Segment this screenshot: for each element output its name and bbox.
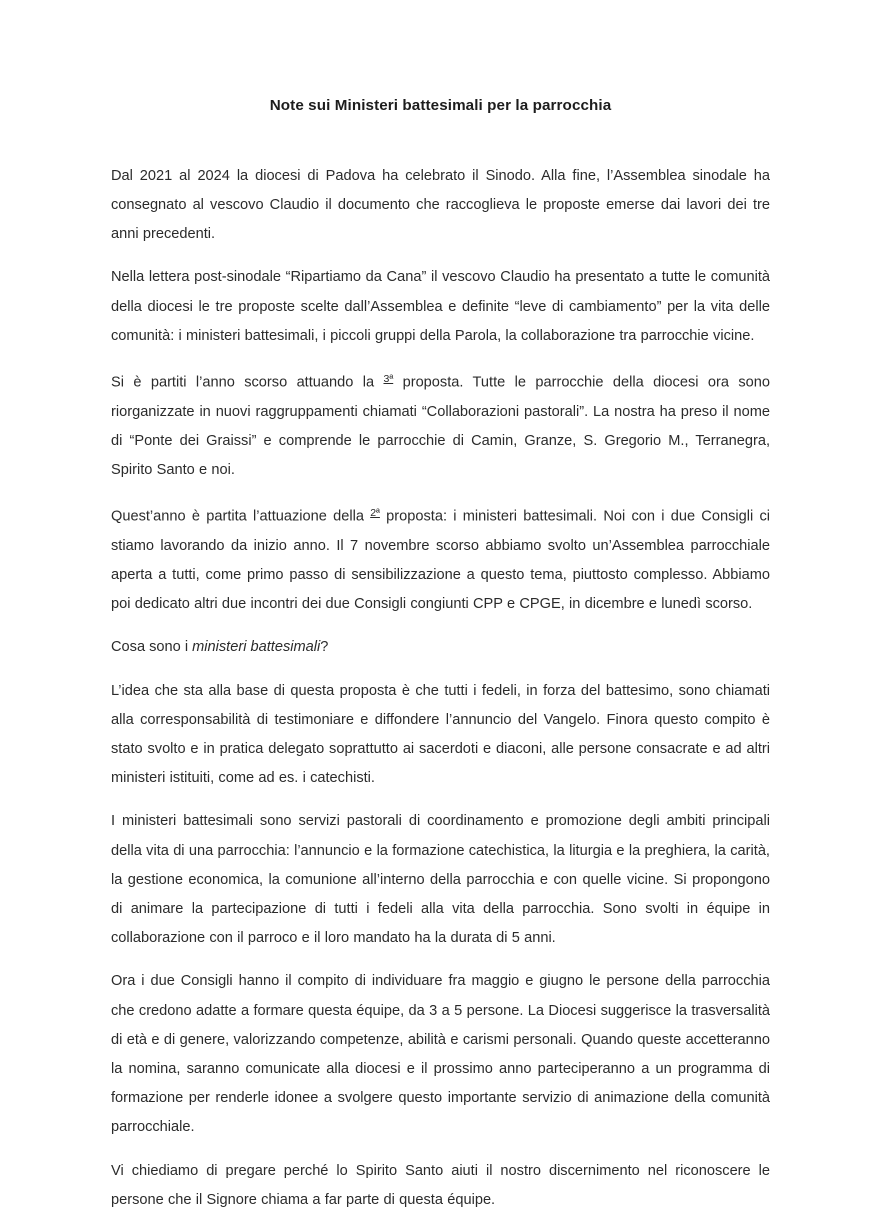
- paragraph-3-text-b: proposta. Tutte le parrocchie della diocesi ora sono riorganizzate in nuovi raggruppamenti chiamati “Collaborazioni pastorali”. La nostra ha preso il nome di “Ponte dei Graissi” e comprende le parrocchie di Camin, Granze, S. Gregorio M., Terranegra, Spirito Santo e noi.: [111, 374, 770, 478]
- ordinal-second: 2ª: [370, 507, 380, 520]
- paragraph-4-text-b: proposta: i ministeri battesimali. Noi con i due Consigli ci stiamo lavorando da inizio anno. Il 7 novembre scorso abbiamo svolto un’Assemblea parrocchiale aperta a tutti, come primo passo di sensibilizzazione a questo tema, piuttosto complesso. Abbiamo poi dedicato altri due incontri dei due Consigli congiunti CPP e CPGE, in dicembre e lunedì scorso.: [111, 508, 770, 613]
- paragraph-4-text-a: Quest’anno è partita l’attuazione della: [111, 508, 371, 525]
- question-line: [111, 633, 770, 662]
- paragraph-3: [111, 365, 770, 485]
- paragraph-9: Vi chiediamo di pregare perché lo Spirito Santo aiuti il nostro discernimento nel riconoscere le persone che il Signore chiama a far parte di questa équipe.: [111, 1162, 770, 1208]
- question-text-b: ?: [320, 639, 329, 656]
- paragraph-8: Ora i due Consigli hanno il compito di individuare fra maggio e giugno le persone della parrocchia che credono adatte a formare questa équipe, da 3 a 5 persone. La Diocesi suggerisce la trasversalità di età e di genere, valorizzando competenze, abilità e carismi personali. Quando queste accetteranno la nomina, saranno comunicate alla diocesi e il prossimo anno parteciperanno a un programma di formazione per renderle idonee a svolgere questo importante servizio di animazione della comunità parrocchiale.: [111, 973, 770, 1136]
- paragraph-7: I ministeri battesimali sono servizi pastorali di coordinamento e promozione degli ambiti principali della vita di una parrocchia: l’annuncio e la formazione catechistica, la liturgia e la preghiera, la carità, la gestione economica, la comunione all’interno della parrocchia e con quelle vicine. Si propongono di animare la partecipazione di tutti i fedeli alla vita della parrocchia. Sono svolti in équipe in collaborazione con il parroco e il loro mandato ha la durata di 5 anni.: [111, 813, 770, 947]
- paragraph-2: Nella lettera post-sinodale “Ripartiamo da Cana” il vescovo Claudio ha presentato a tutte le comunità della diocesi le tre proposte scelte dall’Assemblea e definite “leve di cambiamento” per la vita delle comunità: i ministeri battesimali, i piccoli gruppi della Parola, la collaborazione tra parrocchie vicine.: [111, 269, 770, 344]
- paragraph-6: L’idea che sta alla base di questa proposta è che tutti i fedeli, in forza del battesimo, sono chiamati alla corresponsabilità di testimoniare e diffondere l’annuncio del Vangelo. Finora questo compito è stato svolto e in pratica delegato soprattutto ai sacerdoti e diaconi, alle persone consacrate e ad altri ministeri istituiti, come ad es. i catechisti.: [111, 682, 770, 787]
- document-body: [111, 116, 770, 1215]
- question-emphasis: ministeri battesimali: [192, 639, 321, 656]
- paragraph-3-text-a: Si è partiti l’anno scorso attuando la: [111, 374, 384, 391]
- document-content: [111, 0, 770, 1215]
- paragraph-1: Dal 2021 al 2024 la diocesi di Padova ha celebrato il Sinodo. Alla fine, l’Assemblea sinodale ha consegnato al vescovo Claudio il documento che raccoglieva le proposte emerse dai lavori dei tre anni precedenti.: [111, 167, 770, 243]
- ordinal-third: 3ª: [383, 372, 394, 385]
- page-title: Note sui Ministeri battesimali per la parrocchia: [269, 97, 612, 114]
- paragraph-4: [111, 499, 770, 619]
- question-text-a: Cosa sono i: [111, 639, 193, 656]
